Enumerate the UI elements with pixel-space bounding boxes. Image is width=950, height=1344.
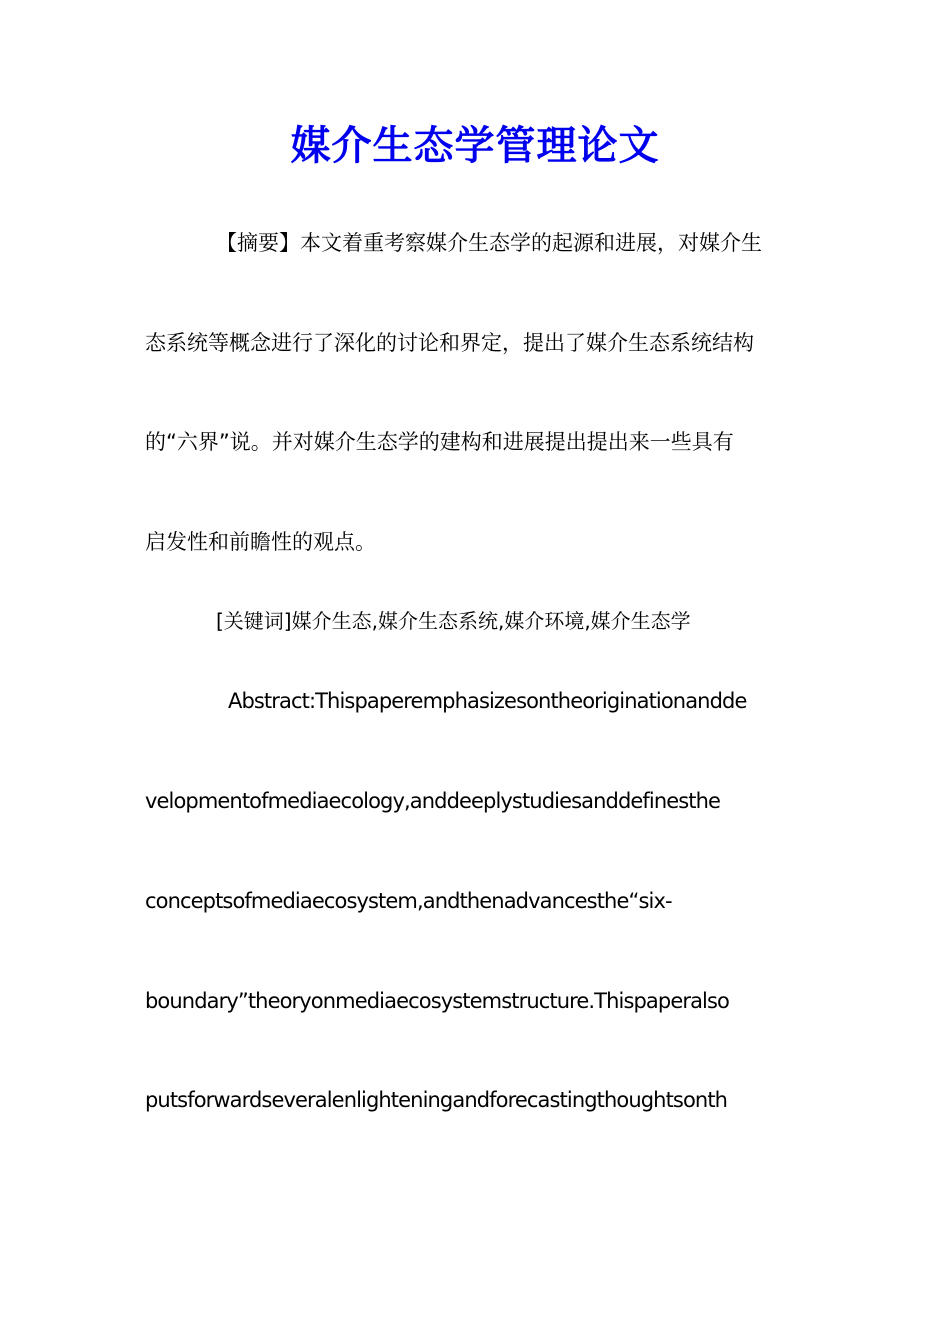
abstract-en-line-4: boundary”theoryonmediaecosystemstructure.Thispaperalso	[145, 989, 729, 1013]
abstract-en-line-5: putsforwardseveralenlighteningandforecastingthoughtsonth	[145, 1088, 728, 1112]
abstract-zh-line-1: 【摘要】本文着重考察媒介生态学的起源和进展，对媒介生	[216, 231, 762, 255]
abstract-en-line-1: Abstract:Thispaperemphasizesontheoriginationandde	[228, 689, 747, 713]
abstract-zh-line-2: 态系统等概念进行了深化的讨论和界定，提出了媒介生态系统结构	[145, 331, 754, 355]
abstract-en-line-2: velopmentofmediaecology,anddeeplystudiesanddefinesthe	[145, 789, 721, 813]
abstract-en-line-3: conceptsofmediaecosystem,andthenadvancesthe“six-	[145, 889, 672, 913]
page-title: 媒介生态学管理论文	[290, 122, 660, 169]
abstract-zh-line-4: 启发性和前瞻性的观点。	[145, 530, 376, 554]
keywords-line: [关键词]媒介生态,媒介生态系统,媒介环境,媒介生态学	[216, 609, 691, 633]
abstract-zh-line-3: 的“六界”说。并对媒介生态学的建构和进展提出提出来一些具有	[145, 430, 734, 454]
